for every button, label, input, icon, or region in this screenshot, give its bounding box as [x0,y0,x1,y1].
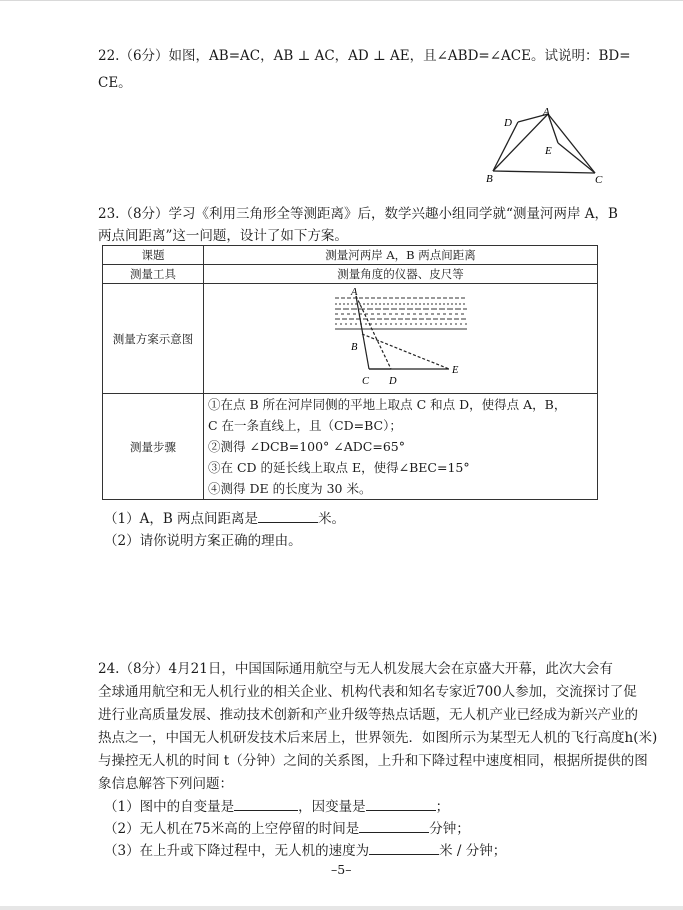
q22-text-line1: 22.（6分）如图，AB=AC，AB ⊥ AC，AD ⊥ AE，且∠ABD=∠ACE。试说明：BD= [98,48,631,64]
q24-sub2 [104,820,470,838]
river-measurement-diagram [204,285,594,393]
table-cell-diagram-value [204,284,598,394]
q24-sub2-unit: 分钟； [429,821,470,837]
table-row [103,265,598,284]
step-line: ②测得 ∠DCB=100° ∠ADC=65° [208,439,405,454]
table-row [103,284,598,394]
table-cell-tools-key: 测量工具 [103,265,204,284]
q24-sub3-prompt: （3）在上升或下降过程中，无人机的速度为 [104,843,370,859]
q24-sub2-prompt: （2）无人机在75米高的上空停留的时间是 [104,821,360,837]
q24-text-line: 象信息解答下列问题： [98,776,233,792]
q24-sub1-blank-dependent[interactable] [366,798,436,811]
table-cell-tools-value: 测量角度的仪器、皮尺等 [204,265,598,284]
q24-sub3 [104,842,506,860]
table-cell-steps-value [204,394,598,500]
diagram-label-a: A [351,286,358,298]
q22-label-b: B [486,173,493,185]
q24-text-line: 进行业高质量发展、推动技术创新和产业升级等热点话题，无人机产业已经成为新兴产业的 [98,707,638,723]
step-line: ③在 CD 的延长线上取点 E，使得∠BEC=15° [208,460,470,475]
page-bottom-border [0,906,683,910]
q24-sub3-blank[interactable] [369,842,439,855]
q24-sub3-unit: 米 / 分钟； [439,843,507,859]
table-cell-topic-value: 测量河两岸 A，B 两点间距离 [204,246,598,265]
page-top-border [0,0,683,1]
q22-label-d: D [504,117,512,129]
q22-text-line2: CE。 [98,75,132,91]
q24-text-line: 24.（8分）4月21日，中国国际通用航空与无人机发展大会在京盛大开幕，此次大会有 [98,661,613,677]
diagram-label-e: E [452,364,459,376]
table-row [103,246,598,265]
q24-sub1 [104,798,449,816]
q23-sub1-prompt: （1）A，B 两点间距离是 [104,511,259,527]
q24-sub1-blank-independent[interactable] [234,798,298,811]
q22-triangle-figure [478,102,608,186]
q24-sub1-prompt-a: （1）图中的自变量是 [104,799,235,815]
step-line: ①在点 B 所在河岸同侧的平地上取点 C 和点 D，使得点 A，B， [208,397,567,412]
q22-label-e: E [545,145,552,157]
q23-sub1 [104,510,345,528]
q24-text-line: 热点之一，中国无人机研发技术后来居上，世界领先．如图所示为某型无人机的飞行高度h(米) [98,730,658,746]
q23-sub1-unit: 米。 [318,511,346,527]
q24-text-line: 全球通用航空和无人机行业的相关企业、机构代表和知名专家近700人参加，交流探讨了促 [98,684,637,700]
diagram-label-d: D [389,375,397,387]
q24-sub1-prompt-b: ，因变量是 [298,799,366,815]
q23-text-line2: 两点间距离”这一问题，设计了如下方案。 [98,228,348,244]
measurement-plan-table [102,245,598,500]
q24-text-line: 与操控无人机的时间 t（分钟）之间的关系图，上升和下降过程中速度相同，根据所提供的图 [98,753,648,769]
q23-sub2: （2）请你说明方案正确的理由。 [104,533,302,549]
table-row [103,394,598,500]
table-cell-diagram-key: 测量方案示意图 [103,284,204,394]
page-number: –5– [331,862,352,877]
step-line: ④测得 DE 的长度为 30 米。 [208,481,372,496]
q23-text-line1: 23.（8分）学习《利用三角形全等测距离》后，数学兴趣小组同学就“测量河两岸 A，B [98,206,618,222]
table-cell-steps-key: 测量步骤 [103,394,204,500]
step-line: C 在一条直线上，且（CD=BC）； [208,418,402,433]
q24-sub2-blank[interactable] [359,820,429,833]
q22-label-c: C [595,174,603,186]
table-cell-topic-key: 课题 [103,246,204,265]
q23-sub1-answer-blank[interactable] [258,510,318,523]
diagram-label-c: C [362,375,370,387]
q24-sub1-end: ； [435,799,450,815]
diagram-label-b: B [351,341,358,353]
q22-label-a: A [543,106,550,118]
